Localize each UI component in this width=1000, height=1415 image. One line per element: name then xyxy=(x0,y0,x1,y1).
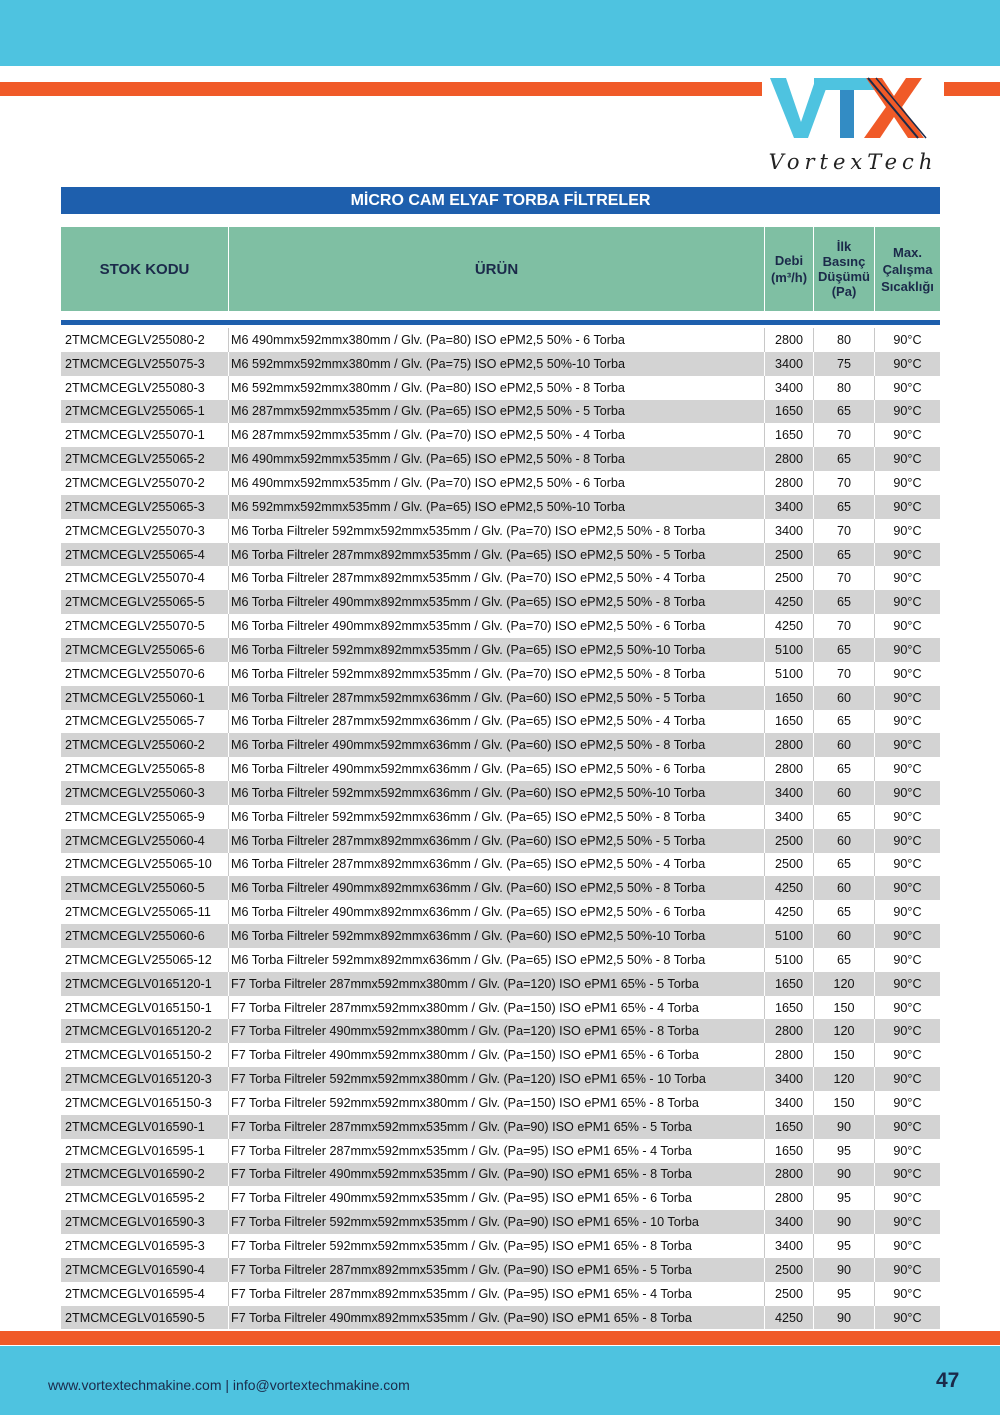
page-number: 47 xyxy=(936,1369,960,1392)
ilk-basinc-cell: 120 xyxy=(814,972,875,996)
stok-kodu-cell: 2TMCMCEGLV0165120-1 xyxy=(61,972,229,996)
table-row xyxy=(61,924,940,948)
urun-cell: M6 490mmx592mmx535mm / Glv. (Pa=70) ISO ePM2,5 50% - 6 Torba xyxy=(229,471,765,495)
table-row xyxy=(61,733,940,757)
stok-kodu-cell: 2TMCMCEGLV255060-2 xyxy=(61,733,229,757)
debi-cell: 2800 xyxy=(765,757,814,781)
table-row xyxy=(61,853,940,877)
stok-kodu-cell: 2TMCMCEGLV255070-3 xyxy=(61,519,229,543)
ilk-basinc-cell: 90 xyxy=(814,1163,875,1187)
debi-cell: 2800 xyxy=(765,733,814,757)
header-max-line: Max. xyxy=(893,244,922,260)
stok-kodu-cell: 2TMCMCEGLV016595-2 xyxy=(61,1186,229,1210)
logo-wordmark: VortexTech xyxy=(768,150,938,174)
debi-cell: 1650 xyxy=(765,423,814,447)
table-row xyxy=(61,471,940,495)
debi-cell: 5100 xyxy=(765,638,814,662)
debi-cell: 1650 xyxy=(765,686,814,710)
stok-kodu-cell: 2TMCMCEGLV0165150-2 xyxy=(61,1043,229,1067)
max-sicaklik-cell: 90°C xyxy=(893,595,922,610)
ilk-basinc-cell: 80 xyxy=(814,328,875,352)
stok-kodu-cell: 2TMCMCEGLV016590-3 xyxy=(61,1210,229,1234)
urun-cell: M6 Torba Filtreler 592mmx592mmx636mm / Glv. (Pa=60) ISO ePM2,5 50%-10 Torba xyxy=(229,781,765,805)
debi-cell: 5100 xyxy=(765,924,814,948)
stok-kodu-cell: 2TMCMCEGLV0165150-3 xyxy=(61,1091,229,1115)
urun-cell: M6 Torba Filtreler 490mmx592mmx636mm / Glv. (Pa=65) ISO ePM2,5 50% - 6 Torba xyxy=(229,757,765,781)
stok-kodu-cell: 2TMCMCEGLV255070-1 xyxy=(61,423,229,447)
ilk-basinc-cell: 150 xyxy=(814,996,875,1020)
stok-kodu-cell: 2TMCMCEGLV255065-1 xyxy=(61,400,229,424)
urun-cell: M6 Torba Filtreler 592mmx592mmx535mm / Glv. (Pa=70) ISO ePM2,5 50% - 8 Torba xyxy=(229,519,765,543)
urun-cell: M6 Torba Filtreler 287mmx892mmx636mm / Glv. (Pa=65) ISO ePM2,5 50% - 4 Torba xyxy=(229,853,765,877)
stok-kodu-cell: 2TMCMCEGLV0165120-2 xyxy=(61,1019,229,1043)
max-sicaklik-cell: 90°C xyxy=(893,523,922,538)
stok-kodu-cell: 2TMCMCEGLV255060-6 xyxy=(61,924,229,948)
max-sicaklik-cell: 90°C xyxy=(893,1215,922,1230)
ilk-basinc-cell: 65 xyxy=(814,495,875,519)
urun-cell: M6 592mmx592mmx535mm / Glv. (Pa=65) ISO ePM2,5 50%-10 Torba xyxy=(229,495,765,519)
ilk-basinc-cell: 90 xyxy=(814,1306,875,1330)
debi-cell: 2500 xyxy=(765,853,814,877)
ilk-basinc-cell: 90 xyxy=(814,1258,875,1282)
max-sicaklik-cell: 90°C xyxy=(893,642,922,657)
urun-cell: F7 Torba Filtreler 592mmx592mmx535mm / Glv. (Pa=95) ISO ePM1 65% - 8 Torba xyxy=(229,1234,765,1258)
max-sicaklik-cell: 90°C xyxy=(893,380,922,395)
table-row xyxy=(61,757,940,781)
debi-cell: 4250 xyxy=(765,900,814,924)
header-ilk-line: Basınç xyxy=(822,254,866,269)
stok-kodu-cell: 2TMCMCEGLV016595-1 xyxy=(61,1139,229,1163)
debi-cell: 2800 xyxy=(765,471,814,495)
stok-kodu-cell: 2TMCMCEGLV016595-3 xyxy=(61,1234,229,1258)
ilk-basinc-cell: 70 xyxy=(814,662,875,686)
table-row xyxy=(61,1019,940,1043)
urun-cell: F7 Torba Filtreler 490mmx592mmx380mm / Glv. (Pa=150) ISO ePM1 65% - 6 Torba xyxy=(229,1043,765,1067)
table-row xyxy=(61,638,940,662)
stok-kodu-cell: 2TMCMCEGLV255065-5 xyxy=(61,590,229,614)
ilk-basinc-cell: 95 xyxy=(814,1234,875,1258)
header-debi xyxy=(765,227,814,311)
max-sicaklik-cell: 90°C xyxy=(893,881,922,896)
urun-cell: F7 Torba Filtreler 287mmx892mmx535mm / Glv. (Pa=95) ISO ePM1 65% - 4 Torba xyxy=(229,1282,765,1306)
header-debi-line: Debi xyxy=(774,253,804,268)
debi-cell: 3400 xyxy=(765,1210,814,1234)
max-sicaklik-cell: 90°C xyxy=(893,1095,922,1110)
stok-kodu-cell: 2TMCMCEGLV255065-6 xyxy=(61,638,229,662)
stok-kodu-cell: 2TMCMCEGLV255065-7 xyxy=(61,710,229,734)
max-sicaklik-cell: 90°C xyxy=(893,666,922,681)
urun-cell: F7 Torba Filtreler 490mmx592mmx535mm / Glv. (Pa=90) ISO ePM1 65% - 8 Torba xyxy=(229,1163,765,1187)
ilk-basinc-cell: 65 xyxy=(814,400,875,424)
table-row xyxy=(61,352,940,376)
ilk-basinc-cell: 60 xyxy=(814,924,875,948)
table-row xyxy=(61,543,940,567)
debi-cell: 2800 xyxy=(765,1043,814,1067)
ilk-basinc-cell: 65 xyxy=(814,590,875,614)
max-sicaklik-cell: 90°C xyxy=(893,976,922,991)
table-row xyxy=(61,1282,940,1306)
max-sicaklik-cell: 90°C xyxy=(893,404,922,419)
ilk-basinc-cell: 70 xyxy=(814,471,875,495)
ilk-basinc-cell: 70 xyxy=(814,614,875,638)
table-row xyxy=(61,1234,940,1258)
max-sicaklik-cell: 90°C xyxy=(893,1000,922,1015)
max-sicaklik-cell: 90°C xyxy=(893,833,922,848)
table-row xyxy=(61,805,940,829)
ilk-basinc-cell: 60 xyxy=(814,686,875,710)
ilk-basinc-cell: 90 xyxy=(814,1115,875,1139)
max-sicaklik-cell: 90°C xyxy=(893,428,922,443)
debi-cell: 2500 xyxy=(765,1258,814,1282)
max-sicaklik-cell: 90°C xyxy=(893,929,922,944)
max-sicaklik-cell: 90°C xyxy=(893,475,922,490)
stok-kodu-cell: 2TMCMCEGLV255080-3 xyxy=(61,376,229,400)
max-sicaklik-cell: 90°C xyxy=(893,690,922,705)
max-sicaklik-cell: 90°C xyxy=(893,356,922,371)
max-sicaklik-cell: 90°C xyxy=(893,452,922,467)
table-row xyxy=(61,447,940,471)
table-header xyxy=(61,227,940,311)
table-row xyxy=(61,423,940,447)
ilk-basinc-cell: 65 xyxy=(814,757,875,781)
table-row xyxy=(61,781,940,805)
debi-cell: 2800 xyxy=(765,1019,814,1043)
debi-cell: 4250 xyxy=(765,1306,814,1330)
max-sicaklik-cell: 90°C xyxy=(893,1167,922,1182)
debi-cell: 2500 xyxy=(765,543,814,567)
stok-kodu-cell: 2TMCMCEGLV016590-5 xyxy=(61,1306,229,1330)
debi-cell: 3400 xyxy=(765,495,814,519)
urun-cell: M6 Torba Filtreler 287mmx892mmx636mm / Glv. (Pa=60) ISO ePM2,5 50% - 5 Torba xyxy=(229,829,765,853)
max-sicaklik-cell: 90°C xyxy=(893,1310,922,1325)
debi-cell: 3400 xyxy=(765,781,814,805)
table-row xyxy=(61,495,940,519)
urun-cell: M6 Torba Filtreler 287mmx592mmx636mm / Glv. (Pa=65) ISO ePM2,5 50% - 4 Torba xyxy=(229,710,765,734)
ilk-basinc-cell: 60 xyxy=(814,781,875,805)
stok-kodu-cell: 2TMCMCEGLV255070-2 xyxy=(61,471,229,495)
urun-cell: M6 490mmx592mmx380mm / Glv. (Pa=80) ISO ePM2,5 50% - 6 Torba xyxy=(229,328,765,352)
urun-cell: M6 Torba Filtreler 592mmx892mmx636mm / Glv. (Pa=60) ISO ePM2,5 50%-10 Torba xyxy=(229,924,765,948)
vortextech-logo xyxy=(762,72,944,180)
debi-cell: 1650 xyxy=(765,1115,814,1139)
ilk-basinc-cell: 150 xyxy=(814,1091,875,1115)
max-sicaklik-cell: 90°C xyxy=(893,714,922,729)
max-sicaklik-cell: 90°C xyxy=(893,1143,922,1158)
ilk-basinc-cell: 150 xyxy=(814,1043,875,1067)
table-row xyxy=(61,590,940,614)
urun-cell: F7 Torba Filtreler 490mmx592mmx380mm / Glv. (Pa=120) ISO ePM1 65% - 8 Torba xyxy=(229,1019,765,1043)
ilk-basinc-cell: 65 xyxy=(814,447,875,471)
debi-cell: 2800 xyxy=(765,447,814,471)
table-row xyxy=(61,686,940,710)
ilk-basinc-cell: 65 xyxy=(814,853,875,877)
stok-kodu-cell: 2TMCMCEGLV255065-3 xyxy=(61,495,229,519)
stok-kodu-cell: 2TMCMCEGLV255065-2 xyxy=(61,447,229,471)
ilk-basinc-cell: 70 xyxy=(814,519,875,543)
ilk-basinc-cell: 120 xyxy=(814,1019,875,1043)
ilk-basinc-cell: 70 xyxy=(814,423,875,447)
urun-cell: M6 Torba Filtreler 592mmx892mmx535mm / Glv. (Pa=65) ISO ePM2,5 50%-10 Torba xyxy=(229,638,765,662)
ilk-basinc-cell: 95 xyxy=(814,1186,875,1210)
ilk-basinc-cell: 75 xyxy=(814,352,875,376)
table-row xyxy=(61,996,940,1020)
ilk-basinc-cell: 70 xyxy=(814,566,875,590)
ilk-basinc-cell: 80 xyxy=(814,376,875,400)
header-ilk-line: (Pa) xyxy=(831,284,857,299)
header-ilk-basinc xyxy=(814,227,875,311)
stok-kodu-cell: 2TMCMCEGLV255065-12 xyxy=(61,948,229,972)
product-table xyxy=(61,328,940,1329)
urun-cell: M6 Torba Filtreler 490mmx892mmx636mm / Glv. (Pa=60) ISO ePM2,5 50% - 8 Torba xyxy=(229,876,765,900)
urun-cell: M6 Torba Filtreler 287mmx892mmx535mm / Glv. (Pa=70) ISO ePM2,5 50% - 4 Torba xyxy=(229,566,765,590)
ilk-basinc-cell: 90 xyxy=(814,1210,875,1234)
header-debi-line: (m³/h) xyxy=(770,270,808,285)
table-row xyxy=(61,1115,940,1139)
table-row xyxy=(61,900,940,924)
debi-cell: 1650 xyxy=(765,400,814,424)
stok-kodu-cell: 2TMCMCEGLV255070-5 xyxy=(61,614,229,638)
header-urun: ÜRÜN xyxy=(229,227,765,311)
table-row xyxy=(61,829,940,853)
table-row xyxy=(61,710,940,734)
debi-cell: 1650 xyxy=(765,710,814,734)
debi-cell: 3400 xyxy=(765,376,814,400)
debi-cell: 3400 xyxy=(765,1091,814,1115)
max-sicaklik-cell: 90°C xyxy=(893,738,922,753)
debi-cell: 2800 xyxy=(765,328,814,352)
max-sicaklik-cell: 90°C xyxy=(893,1238,922,1253)
stok-kodu-cell: 2TMCMCEGLV255065-11 xyxy=(61,900,229,924)
urun-cell: M6 Torba Filtreler 287mmx592mmx636mm / Glv. (Pa=60) ISO ePM2,5 50% - 5 Torba xyxy=(229,686,765,710)
urun-cell: M6 592mmx592mmx380mm / Glv. (Pa=80) ISO ePM2,5 50% - 8 Torba xyxy=(229,376,765,400)
debi-cell: 3400 xyxy=(765,1234,814,1258)
header-max-line: Çalışma xyxy=(882,261,933,277)
max-sicaklik-cell: 90°C xyxy=(893,762,922,777)
debi-cell: 2500 xyxy=(765,829,814,853)
debi-cell: 3400 xyxy=(765,805,814,829)
debi-cell: 4250 xyxy=(765,590,814,614)
table-row xyxy=(61,376,940,400)
table-row xyxy=(61,400,940,424)
debi-cell: 1650 xyxy=(765,996,814,1020)
ilk-basinc-cell: 95 xyxy=(814,1282,875,1306)
ilk-basinc-cell: 65 xyxy=(814,948,875,972)
ilk-basinc-cell: 95 xyxy=(814,1139,875,1163)
header-ilk-line: İlk xyxy=(836,239,852,254)
urun-cell: F7 Torba Filtreler 287mmx892mmx535mm / Glv. (Pa=90) ISO ePM1 65% - 5 Torba xyxy=(229,1258,765,1282)
debi-cell: 4250 xyxy=(765,876,814,900)
debi-cell: 1650 xyxy=(765,972,814,996)
page-title: MİCRO CAM ELYAF TORBA FİLTRELER xyxy=(61,187,940,214)
stok-kodu-cell: 2TMCMCEGLV016595-4 xyxy=(61,1282,229,1306)
header-ilk-line: Düşümü xyxy=(818,269,870,284)
header-max-line: Sıcaklığı xyxy=(881,278,934,294)
stok-kodu-cell: 2TMCMCEGLV255070-6 xyxy=(61,662,229,686)
stok-kodu-cell: 2TMCMCEGLV0165150-1 xyxy=(61,996,229,1020)
ilk-basinc-cell: 65 xyxy=(814,543,875,567)
debi-cell: 3400 xyxy=(765,519,814,543)
table-row xyxy=(61,1043,940,1067)
urun-cell: M6 Torba Filtreler 592mmx892mmx535mm / Glv. (Pa=70) ISO ePM2,5 50% - 8 Torba xyxy=(229,662,765,686)
stok-kodu-cell: 2TMCMCEGLV016590-4 xyxy=(61,1258,229,1282)
urun-cell: M6 Torba Filtreler 287mmx892mmx535mm / Glv. (Pa=65) ISO ePM2,5 50% - 5 Torba xyxy=(229,543,765,567)
stok-kodu-cell: 2TMCMCEGLV0165120-3 xyxy=(61,1067,229,1091)
stok-kodu-cell: 2TMCMCEGLV255060-1 xyxy=(61,686,229,710)
table-row xyxy=(61,1210,940,1234)
table-row xyxy=(61,519,940,543)
table-row xyxy=(61,328,940,352)
max-sicaklik-cell: 90°C xyxy=(893,1119,922,1134)
max-sicaklik-cell: 90°C xyxy=(893,547,922,562)
stok-kodu-cell: 2TMCMCEGLV255060-3 xyxy=(61,781,229,805)
debi-cell: 2500 xyxy=(765,566,814,590)
urun-cell: M6 Torba Filtreler 490mmx592mmx636mm / Glv. (Pa=60) ISO ePM2,5 50% - 8 Torba xyxy=(229,733,765,757)
urun-cell: M6 Torba Filtreler 490mmx892mmx636mm / Glv. (Pa=65) ISO ePM2,5 50% - 6 Torba xyxy=(229,900,765,924)
stok-kodu-cell: 2TMCMCEGLV255060-5 xyxy=(61,876,229,900)
stok-kodu-cell: 2TMCMCEGLV255080-2 xyxy=(61,328,229,352)
max-sicaklik-cell: 90°C xyxy=(893,332,922,347)
table-row xyxy=(61,972,940,996)
stok-kodu-cell: 2TMCMCEGLV255070-4 xyxy=(61,566,229,590)
urun-cell: M6 Torba Filtreler 490mmx892mmx535mm / Glv. (Pa=65) ISO ePM2,5 50% - 8 Torba xyxy=(229,590,765,614)
table-row xyxy=(61,1258,940,1282)
table-row xyxy=(61,1186,940,1210)
urun-cell: M6 490mmx592mmx535mm / Glv. (Pa=65) ISO ePM2,5 50% - 8 Torba xyxy=(229,447,765,471)
stok-kodu-cell: 2TMCMCEGLV016590-1 xyxy=(61,1115,229,1139)
stok-kodu-cell: 2TMCMCEGLV255075-3 xyxy=(61,352,229,376)
urun-cell: F7 Torba Filtreler 490mmx892mmx535mm / Glv. (Pa=90) ISO ePM1 65% - 8 Torba xyxy=(229,1306,765,1330)
max-sicaklik-cell: 90°C xyxy=(893,809,922,824)
ilk-basinc-cell: 60 xyxy=(814,733,875,757)
table-row xyxy=(61,566,940,590)
stok-kodu-cell: 2TMCMCEGLV255060-4 xyxy=(61,829,229,853)
header-stok-kodu: STOK KODU xyxy=(61,227,229,311)
table-row xyxy=(61,1306,940,1330)
ilk-basinc-cell: 65 xyxy=(814,638,875,662)
debi-cell: 4250 xyxy=(765,614,814,638)
urun-cell: M6 287mmx592mmx535mm / Glv. (Pa=70) ISO ePM2,5 50% - 4 Torba xyxy=(229,423,765,447)
max-sicaklik-cell: 90°C xyxy=(893,1286,922,1301)
max-sicaklik-cell: 90°C xyxy=(893,905,922,920)
ilk-basinc-cell: 65 xyxy=(814,710,875,734)
table-row xyxy=(61,1091,940,1115)
urun-cell: F7 Torba Filtreler 287mmx592mmx535mm / Glv. (Pa=90) ISO ePM1 65% - 5 Torba xyxy=(229,1115,765,1139)
stok-kodu-cell: 2TMCMCEGLV255065-9 xyxy=(61,805,229,829)
table-row xyxy=(61,1163,940,1187)
table-row xyxy=(61,662,940,686)
table-row xyxy=(61,876,940,900)
max-sicaklik-cell: 90°C xyxy=(893,952,922,967)
urun-cell: F7 Torba Filtreler 490mmx592mmx535mm / Glv. (Pa=95) ISO ePM1 65% - 6 Torba xyxy=(229,1186,765,1210)
max-sicaklik-cell: 90°C xyxy=(893,499,922,514)
debi-cell: 2800 xyxy=(765,1186,814,1210)
urun-cell: F7 Torba Filtreler 287mmx592mmx535mm / Glv. (Pa=95) ISO ePM1 65% - 4 Torba xyxy=(229,1139,765,1163)
urun-cell: F7 Torba Filtreler 592mmx592mmx535mm / Glv. (Pa=90) ISO ePM1 65% - 10 Torba xyxy=(229,1210,765,1234)
max-sicaklik-cell: 90°C xyxy=(893,571,922,586)
max-sicaklik-cell: 90°C xyxy=(893,1072,922,1087)
max-sicaklik-cell: 90°C xyxy=(893,785,922,800)
urun-cell: M6 592mmx592mmx380mm / Glv. (Pa=75) ISO ePM2,5 50%-10 Torba xyxy=(229,352,765,376)
max-sicaklik-cell: 90°C xyxy=(893,619,922,634)
urun-cell: F7 Torba Filtreler 287mmx592mmx380mm / Glv. (Pa=150) ISO ePM1 65% - 4 Torba xyxy=(229,996,765,1020)
debi-cell: 5100 xyxy=(765,948,814,972)
footer-contact: www.vortextechmakine.com | info@vortextechmakine.com xyxy=(48,1377,410,1393)
max-sicaklik-cell: 90°C xyxy=(893,857,922,872)
stok-kodu-cell: 2TMCMCEGLV255065-8 xyxy=(61,757,229,781)
table-row xyxy=(61,1067,940,1091)
top-cyan-band xyxy=(0,0,1000,66)
table-row xyxy=(61,614,940,638)
max-sicaklik-cell: 90°C xyxy=(893,1048,922,1063)
urun-cell: M6 Torba Filtreler 592mmx892mmx636mm / Glv. (Pa=65) ISO ePM2,5 50% - 8 Torba xyxy=(229,948,765,972)
urun-cell: F7 Torba Filtreler 287mmx592mmx380mm / Glv. (Pa=120) ISO ePM1 65% - 5 Torba xyxy=(229,972,765,996)
debi-cell: 3400 xyxy=(765,352,814,376)
ilk-basinc-cell: 65 xyxy=(814,900,875,924)
urun-cell: F7 Torba Filtreler 592mmx592mmx380mm / Glv. (Pa=150) ISO ePM1 65% - 8 Torba xyxy=(229,1091,765,1115)
ilk-basinc-cell: 65 xyxy=(814,805,875,829)
table-row xyxy=(61,1139,940,1163)
urun-cell: F7 Torba Filtreler 592mmx592mmx380mm / Glv. (Pa=120) ISO ePM1 65% - 10 Torba xyxy=(229,1067,765,1091)
bottom-orange-stripe xyxy=(0,1331,1000,1345)
stok-kodu-cell: 2TMCMCEGLV016590-2 xyxy=(61,1163,229,1187)
debi-cell: 5100 xyxy=(765,662,814,686)
debi-cell: 1650 xyxy=(765,1139,814,1163)
vtx-logo-icon xyxy=(768,72,938,144)
stok-kodu-cell: 2TMCMCEGLV255065-4 xyxy=(61,543,229,567)
table-row xyxy=(61,948,940,972)
urun-cell: M6 Torba Filtreler 592mmx592mmx636mm / Glv. (Pa=65) ISO ePM2,5 50% - 8 Torba xyxy=(229,805,765,829)
urun-cell: M6 Torba Filtreler 490mmx892mmx535mm / Glv. (Pa=70) ISO ePM2,5 50% - 6 Torba xyxy=(229,614,765,638)
ilk-basinc-cell: 60 xyxy=(814,876,875,900)
ilk-basinc-cell: 120 xyxy=(814,1067,875,1091)
ilk-basinc-cell: 60 xyxy=(814,829,875,853)
max-sicaklik-cell: 90°C xyxy=(893,1024,922,1039)
max-sicaklik-cell: 90°C xyxy=(893,1191,922,1206)
header-max-sicaklik xyxy=(875,227,940,311)
header-divider xyxy=(61,320,940,325)
urun-cell: M6 287mmx592mmx535mm / Glv. (Pa=65) ISO ePM2,5 50% - 5 Torba xyxy=(229,400,765,424)
max-sicaklik-cell: 90°C xyxy=(893,1262,922,1277)
stok-kodu-cell: 2TMCMCEGLV255065-10 xyxy=(61,853,229,877)
debi-cell: 3400 xyxy=(765,1067,814,1091)
debi-cell: 2800 xyxy=(765,1163,814,1187)
debi-cell: 2500 xyxy=(765,1282,814,1306)
